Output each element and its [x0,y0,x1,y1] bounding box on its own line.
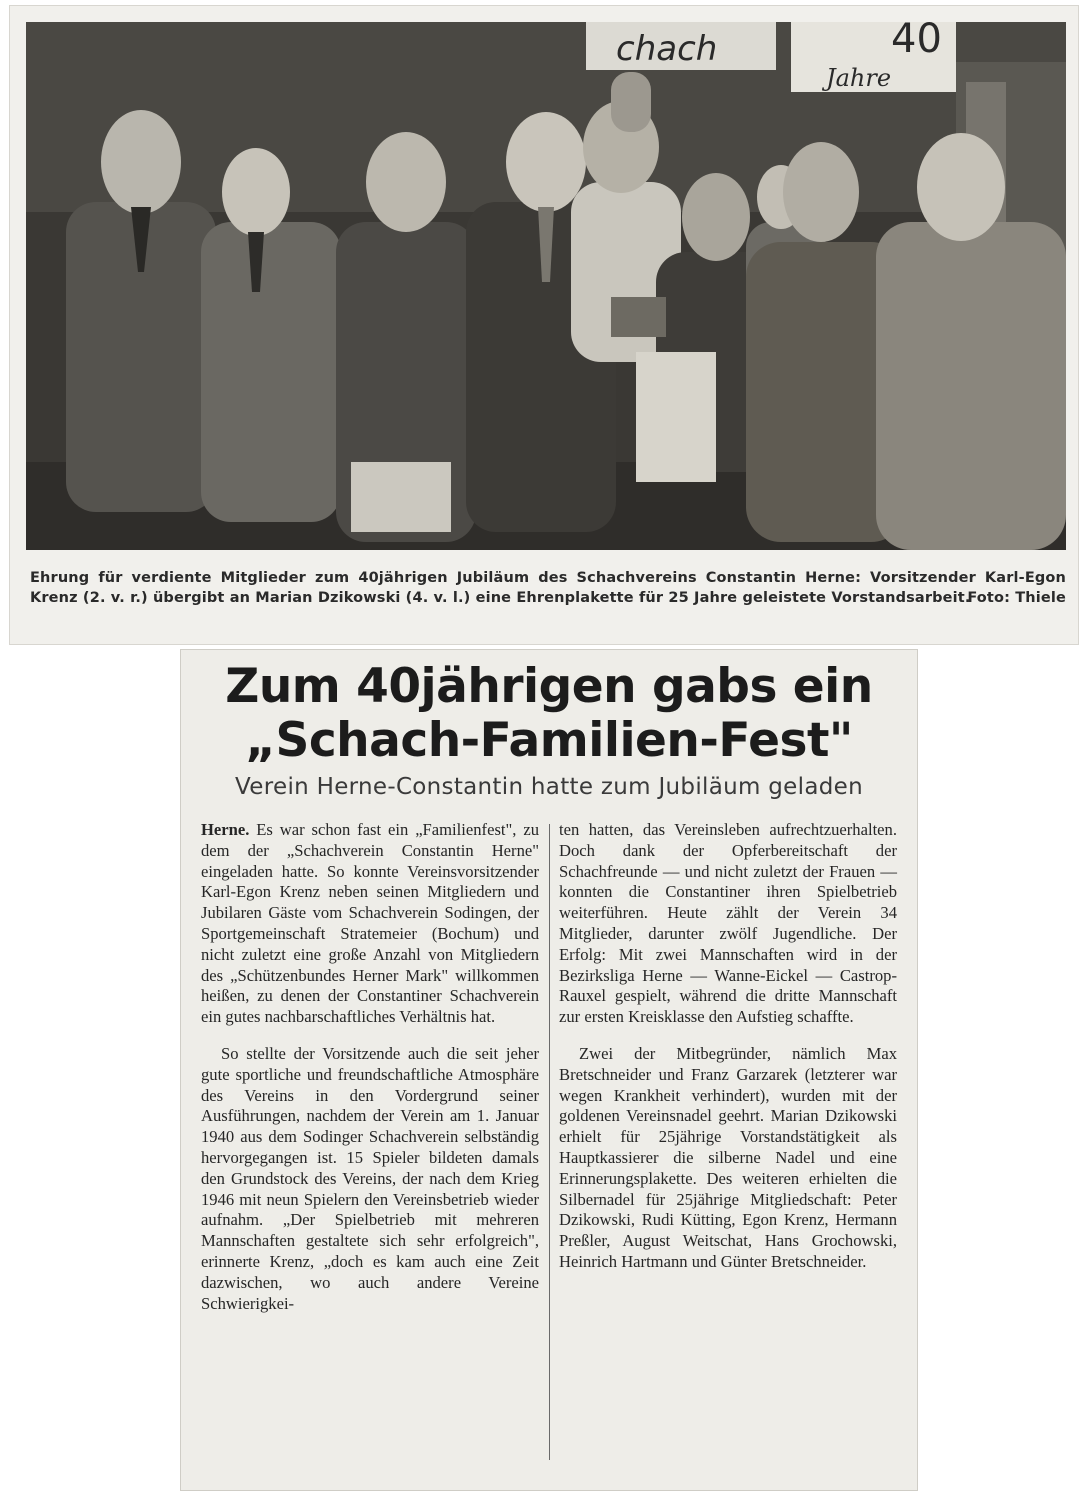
banner-text-jahre: Jahre [826,64,892,92]
photo-credit: Foto: Thiele [967,590,1066,606]
column-divider [549,824,550,1460]
headline-line-2: „Schach-Familien-Fest" [245,713,853,768]
dateline: Herne. [201,820,250,839]
paragraph-1-text: Es war schon fast ein „Familienfest", zu dem der „Schachverein Constantin Herne" eingeladen hatte. So konnte Vereinsvorsitzender Karl-Egon Krenz neben seinen Mitgliedern und Jubilaren Gäste vom Schachverein Sodingen, der Sportgemeinschaft Stratemeier (Bochum) und nicht zuletzt eine große Anzahl von Mitgliedern des „Schützenbundes Herner Mark" willkommen heißen, zu denen der Constantiner Schachverein ein gutes nachbarschaftliches Verhältnis hat. [201,820,539,1027]
headline-line-1: Zum 40jährigen gabs ein [225,659,873,714]
certificate [636,352,716,482]
plaque [611,297,666,337]
paragraph-2: So stellte der Vorsitzende auch die seit jeher gute sportliche und freundschaftliche Atmosphäre des Vereins in den Vordergrund seiner Ausführungen, nachdem der Verein am 1. Januar 1940 aus dem Sodinger Schachverein selbständig hervorgegangen ist. 15 Spieler bildeten damals den Grundstock des Vereins, der nach dem Krieg 1946 mit neun Spielern den Vereinsbetrieb wieder aufnahm. „Der Spielbetrieb mit mehreren Mannschaften gestaltete sich sehr erfolgreich", erinnerte Krenz, „doch es kam auch eine Zeit dazwischen, wo auch andere Vereine Schwierigkei- [201,1043,539,1313]
article-column-1 [201,820,539,1314]
photo-illustration [26,22,1066,550]
subheadline: Verein Herne-Constantin hatte zum Jubiläum geladen [235,774,863,800]
paragraph-4: Zwei der Mitbegründer, nämlich Max Bretschneider und Franz Garzarek (letzterer war wegen Krankheit verhindert), wurden mit der goldenen Vereinsnadel geehrt. Marian Dzikowski erhielt für 25jährige Vorstandstätigkeit als Hauptkassierer die silberne Nadel und eine Erinnerungsplakette. Des weiteren erhielten die Silbernadel für 25jährige Mitgliedschaft: Peter Dzikowski, Rudi Kütting, Egon Krenz, Hermann Preßler, August Weitschat, Hans Grochowski, Heinrich Hartmann und Günter Bretschneider. [559,1043,897,1271]
paragraph-1 [201,820,539,1028]
paper-held [351,462,451,532]
caption-text: Ehrung für verdiente Mitglieder zum 40jährigen Jubiläum des Schachvereins Constantin Herne: Vorsitzender Karl-Egon Krenz (2. v. r.) übergibt an Marian Dzikowski (4. v. l.) eine Ehrenplakette für 25 Jahre geleistete Vorstandsarbeit. [30,570,1066,606]
paragraph-3: ten hatten, das Vereinsleben aufrechtzuerhalten. Doch dank der Opferbereitschaft der Schachfreunde — und nicht zuletzt der Frauen — konnten die Constantiner ihren Spielbetrieb weiterführen. Heute zählt der Verein 34 Mitglieder, darunter zwölf Jugendliche. Der Erfolg: Mit zwei Mannschaften wird in der Bezirksliga Herne — Wanne-Eickel — Castrop-Rauxel gespielt, während die dritte Mannschaft zur ersten Kreisklasse den Aufstieg schaffte. [559,820,897,1027]
photo-clipping [10,6,1078,644]
group-photo [26,22,1066,550]
photo-caption [30,568,1066,608]
banner-text-schach: chach [616,29,718,69]
banner-digits: 40 [891,22,942,62]
article-column-2 [559,820,897,1273]
headline [181,660,917,768]
article-clipping [181,650,917,1490]
